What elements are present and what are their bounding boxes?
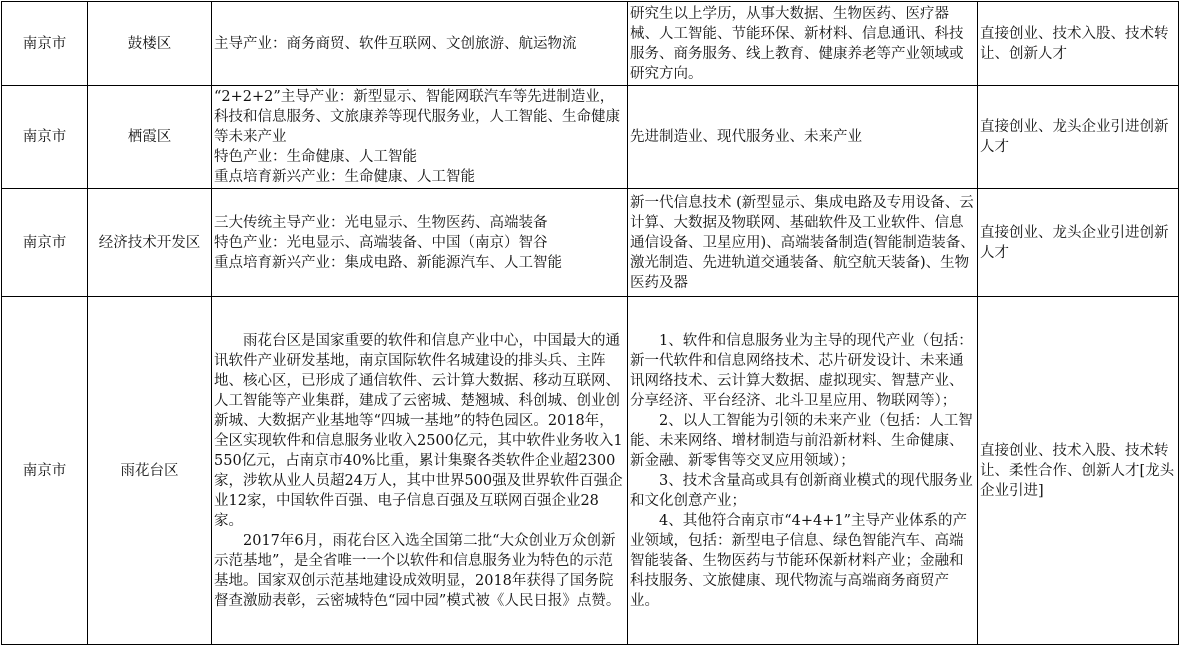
talent-cell <box>628 86 978 189</box>
city-cell: 南京市 <box>2 297 88 645</box>
industry-cell <box>212 2 628 86</box>
industry-cell <box>212 189 628 297</box>
support-cell: 直接创业、技术入股、技术转让、柔性合作、创新人才[龙头企业引进] <box>978 297 1179 645</box>
industry-text: 2017年6月，雨花台区入选全国第二批“大众创业万众创新示范基地”，是全省唯一一个以软件和信息服务业为特色的示范基地。国家双创示范基地建设成效明显，2018年获得了国务院督查激励表彰，云密城特色“园中园”模式被《人民日报》点赞。 <box>214 532 621 609</box>
city-cell: 南京市 <box>2 189 88 297</box>
talent-cell <box>628 2 978 86</box>
table-row <box>2 2 1179 86</box>
policy-table <box>1 1 1179 645</box>
support-cell: 直接创业、龙头企业引进创新人才 <box>978 189 1179 297</box>
industry-text: 主导产业：商务商贸、软件互联网、文创旅游、航运物流 <box>214 35 577 52</box>
industry-text: 重点培育新兴产业：集成电路、新能源汽车、人工智能 <box>214 254 562 271</box>
district-cell: 栖霞区 <box>88 86 212 189</box>
industry-text: 三大传统主导产业：光电显示、生物医药、高端装备 <box>214 214 548 231</box>
table-row <box>2 189 1179 297</box>
talent-text: 先进制造业、现代服务业、未来产业 <box>630 129 862 145</box>
talent-text: 新一代信息技术 (新型显示、集成电路及专用设备、云计算、大数据及物联网、基础软件及工业软件、信息通信设备、卫星应用)、高端装备制造(智能制造装备、激光制造、先进轨道交通装备、航空航天装备)、生物医药及器 <box>630 194 975 291</box>
talent-text: 3、技术含量高或具有创新商业模式的现代服务业和文化创意产业； <box>630 472 973 509</box>
table-row <box>2 86 1179 189</box>
industry-text: 特色产业：光电显示、高端装备、中国（南京）智谷 <box>214 234 548 251</box>
talent-cell <box>628 297 978 645</box>
talent-text: 1、软件和信息服务业为主导的现代产业（包括：新一代软件和信息网络技术、芯片研发设计、未来通讯网络技术、云计算大数据、虚拟现实、智慧产业、分享经济、平台经济、北斗卫星应用、物联网等）； <box>630 332 973 409</box>
support-cell: 直接创业、技术入股、技术转让、创新人才 <box>978 2 1179 86</box>
industry-cell <box>212 297 628 645</box>
industry-text: 重点培育新兴产业：生命健康、人工智能 <box>214 169 475 185</box>
industry-text: “2+2+2”主导产业：新型显示、智能网联汽车等先进制造业，科技和信息服务、文旅康养等现代服务业，人工智能、生命健康等未来产业 <box>214 89 620 145</box>
city-cell: 南京市 <box>2 2 88 86</box>
support-cell: 直接创业、龙头企业引进创新人才 <box>978 86 1179 189</box>
district-cell: 鼓楼区 <box>88 2 212 86</box>
industry-cell <box>212 86 628 189</box>
talent-cell <box>628 189 978 297</box>
city-cell: 南京市 <box>2 86 88 189</box>
district-cell: 雨花台区 <box>88 297 212 645</box>
talent-text: 2、以人工智能为引领的未来产业（包括：人工智能、未来网络、增材制造与前沿新材料、生命健康、新金融、新零售等交叉应用领域）； <box>630 412 973 469</box>
talent-text: 4、其他符合南京市“4+4+1”主导产业体系的产业领域，包括：新型电子信息、绿色智能汽车、高端智能装备、生物医药与节能环保新材料产业；金融和科技服务、文旅健康、现代物流与高端商务商贸产业。 <box>630 512 968 609</box>
talent-text: 研究生以上学历，从事大数据、生物医药、医疗器械、人工智能、节能环保、新材料、信息通讯、科技服务、商务服务、线上教育、健康养老等产业领域或研究方向。 <box>630 5 964 82</box>
industry-text: 特色产业：生命健康、人工智能 <box>214 149 417 165</box>
district-cell: 经济技术开发区 <box>88 189 212 297</box>
industry-text: 雨花台区是国家重要的软件和信息产业中心，中国最大的通讯软件产业研发基地，南京国际软件名城建设的排头兵、主阵地、核心区，已形成了通信软件、云计算大数据、移动互联网、人工智能等产业集群，建成了云密城、楚翘城、科创城、创业创新城、大数据产业基地等“四城一基地”的特色园区。2018年，全区实现软件和信息服务业收入2500亿元，其中软件业务收入1550亿元，占南京市40%比重，累计集聚各类软件企业超2300家，涉软从业人员超24万人，其中世界500强及世界软件百强企业12家，中国软件百强、电子信息百强及互联网百强企业28家。 <box>214 332 623 529</box>
table-row <box>2 297 1179 645</box>
